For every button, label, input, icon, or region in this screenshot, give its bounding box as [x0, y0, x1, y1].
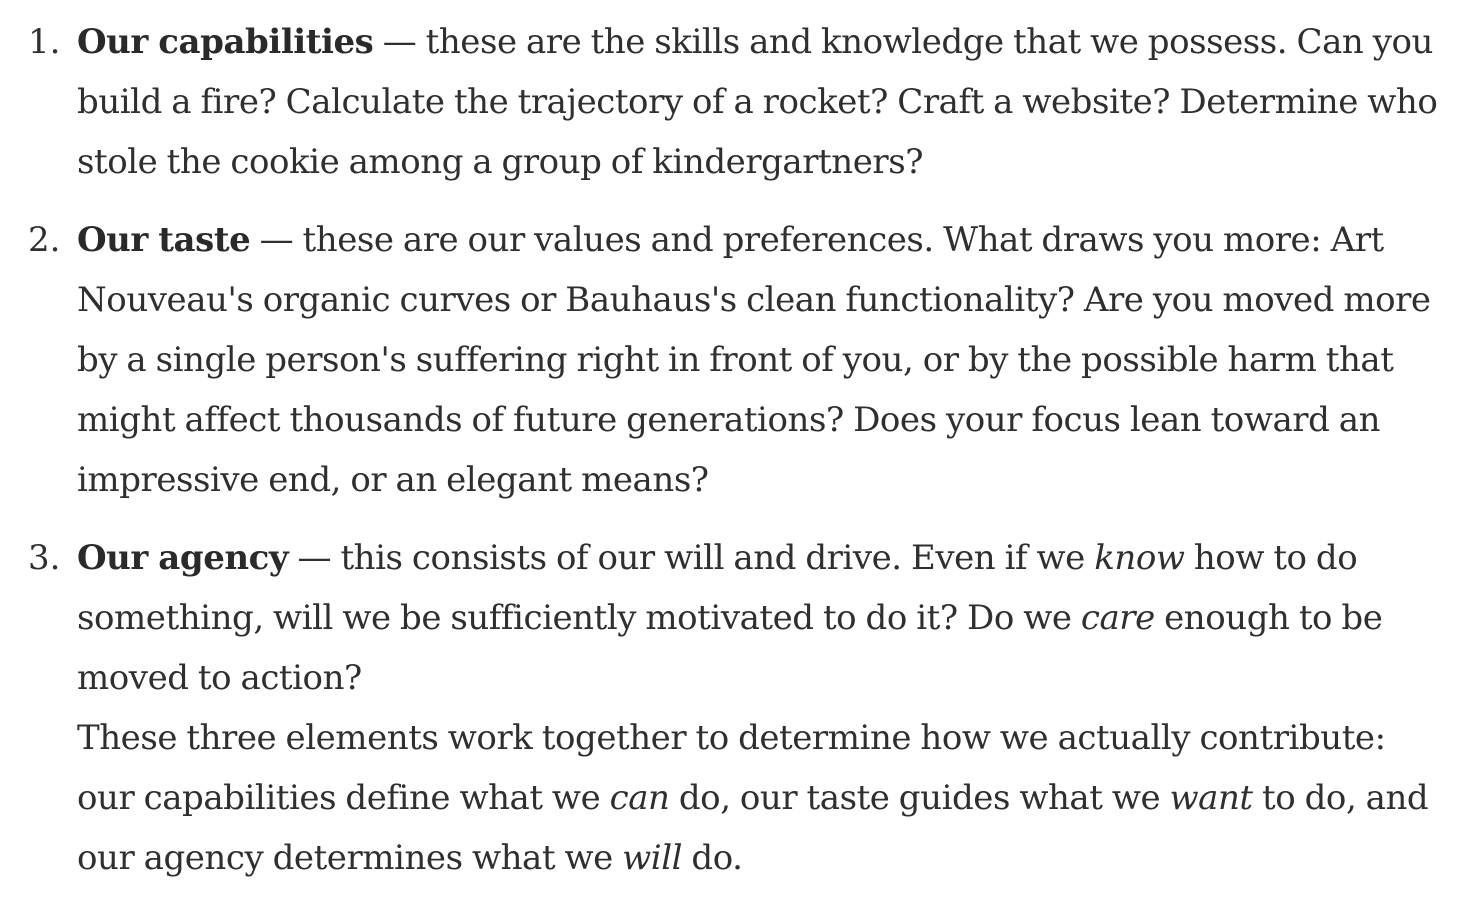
item-text: — these are our values and preferences. What draws you more: Art Nouveau's organic curves or Bauhaus's clean functionality? Are you moved more by a single person's suffering right in front of you, or by the possible harm that might affect thousands of future generations? Does your focus lean toward an impressive end, or an elegant means?: [77, 220, 1431, 500]
list-item-content: [77, 12, 1444, 192]
item-text: how to do something, will we be sufficiently motivated to do it? Do we: [77, 538, 1358, 638]
followup-text: to do, and our agency determines what we: [77, 778, 1429, 878]
item-text: — this consists of our will and drive. Even if we: [288, 538, 1095, 578]
emphasis-want: want: [1169, 778, 1253, 818]
item-paragraph: [77, 528, 1444, 708]
list-number: 3.: [28, 538, 61, 578]
emphasis-will: will: [622, 838, 683, 878]
item-text: enough to be moved to action?: [77, 598, 1383, 698]
emphasis-can: can: [609, 778, 670, 818]
emphasis-know: know: [1094, 538, 1185, 578]
list-number: 2.: [28, 220, 61, 260]
list-item-capabilities: [28, 12, 1444, 192]
list-number: 1.: [28, 22, 61, 62]
followup-paragraph: [77, 708, 1444, 888]
list-item-taste: [28, 210, 1444, 510]
numbered-list: [28, 12, 1444, 888]
item-title: Our agency: [77, 538, 289, 578]
followup-text: do.: [682, 838, 743, 878]
item-title: Our capabilities: [77, 22, 374, 62]
list-item-content: [77, 210, 1444, 510]
followup-text: These three elements work together to determine how we actually contribute: our capabilities define what we: [77, 718, 1386, 818]
item-text: — these are the skills and knowledge that we possess. Can you build a fire? Calculate the trajectory of a rocket? Craft a website? Determine who stole the cookie among a group of kindergartners?: [77, 22, 1438, 182]
list-item-agency: [28, 528, 1444, 888]
list-item-content: [77, 528, 1444, 888]
followup-text: do, our taste guides what we: [669, 778, 1170, 818]
emphasis-care: care: [1080, 598, 1155, 638]
item-title: Our taste: [77, 220, 251, 260]
